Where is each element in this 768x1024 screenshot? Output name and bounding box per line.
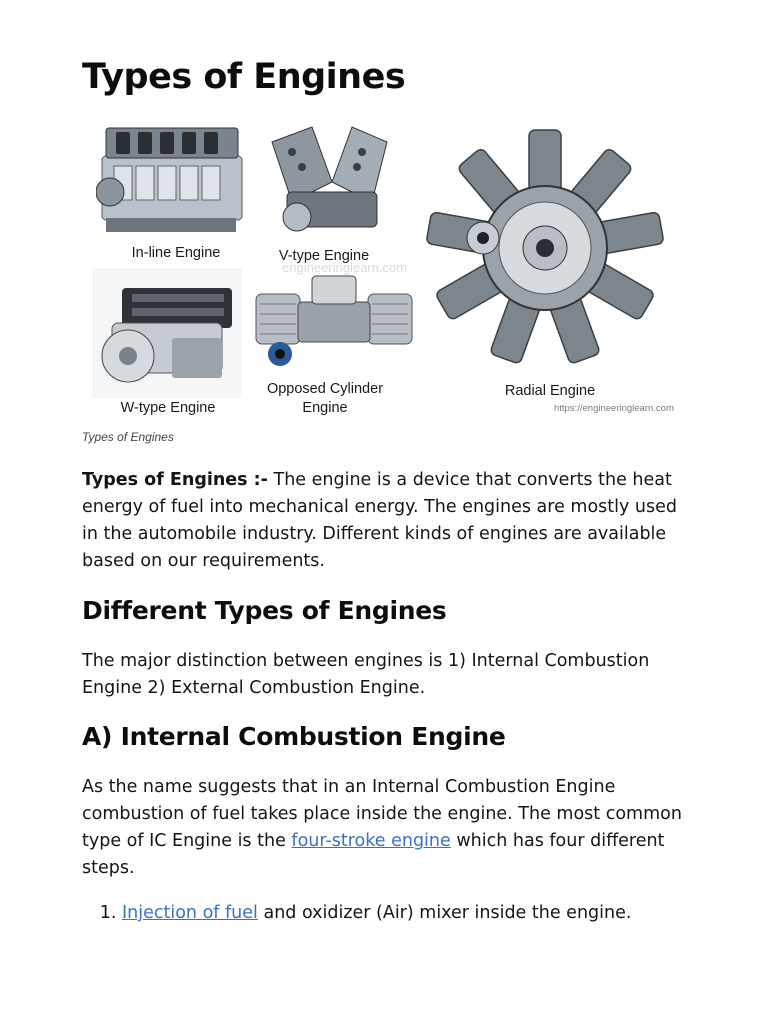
inline-engine-label: In-line Engine [131, 245, 221, 261]
steps-list [82, 900, 732, 927]
figure-caption: Types of Engines [82, 430, 174, 444]
four-stroke-engine-link[interactable]: four-stroke engine [291, 831, 451, 851]
v-type-engine-label: V-type Engine [278, 248, 370, 264]
list-item: 1. Injection of fuel and oxidizer (Air) mixer inside the engine. [122, 900, 732, 927]
w-type-engine-illustration [92, 268, 242, 398]
radial-engine-illustration [420, 120, 670, 376]
opposed-cylinder-engine-label: Opposed Cylinder Engine [266, 381, 384, 416]
intro-bold-lead: Types of Engines :- [82, 470, 268, 490]
section1-paragraph: The major distinction between engines is 1) Internal Combustion Engine 2) External Combustion Engine. [82, 651, 650, 698]
v-type-engine-illustration [262, 122, 392, 240]
engine-types-figure [82, 118, 692, 420]
source-url: https://engineeringlearn.com [554, 403, 674, 414]
intro-paragraph [82, 467, 697, 575]
section-heading-different-types: Different Types of Engines [82, 596, 447, 625]
w-type-engine-label: W-type Engine [120, 400, 216, 416]
page-title: Types of Engines [82, 57, 406, 97]
inline-engine-illustration [96, 122, 246, 240]
section2-paragraph: As the name suggests that in an Internal Combustion Engine combustion of fuel takes place inside the engine. The most common type of IC Engine is the four-stroke engine which has four different steps. [82, 777, 682, 878]
opposed-cylinder-engine-illustration [250, 272, 418, 376]
injection-of-fuel-link[interactable]: Injection of fuel [122, 903, 258, 923]
watermark: engineeringlearn.com [282, 260, 408, 275]
section-heading-internal-combustion: A) Internal Combustion Engine [82, 722, 506, 751]
intro-text: The engine is a device that converts the heat energy of fuel into mechanical energy. The engines are mostly used in the automobile industry. Different kinds of engines are available based on our requirements. [82, 470, 678, 571]
radial-engine-label: Radial Engine [504, 383, 596, 399]
